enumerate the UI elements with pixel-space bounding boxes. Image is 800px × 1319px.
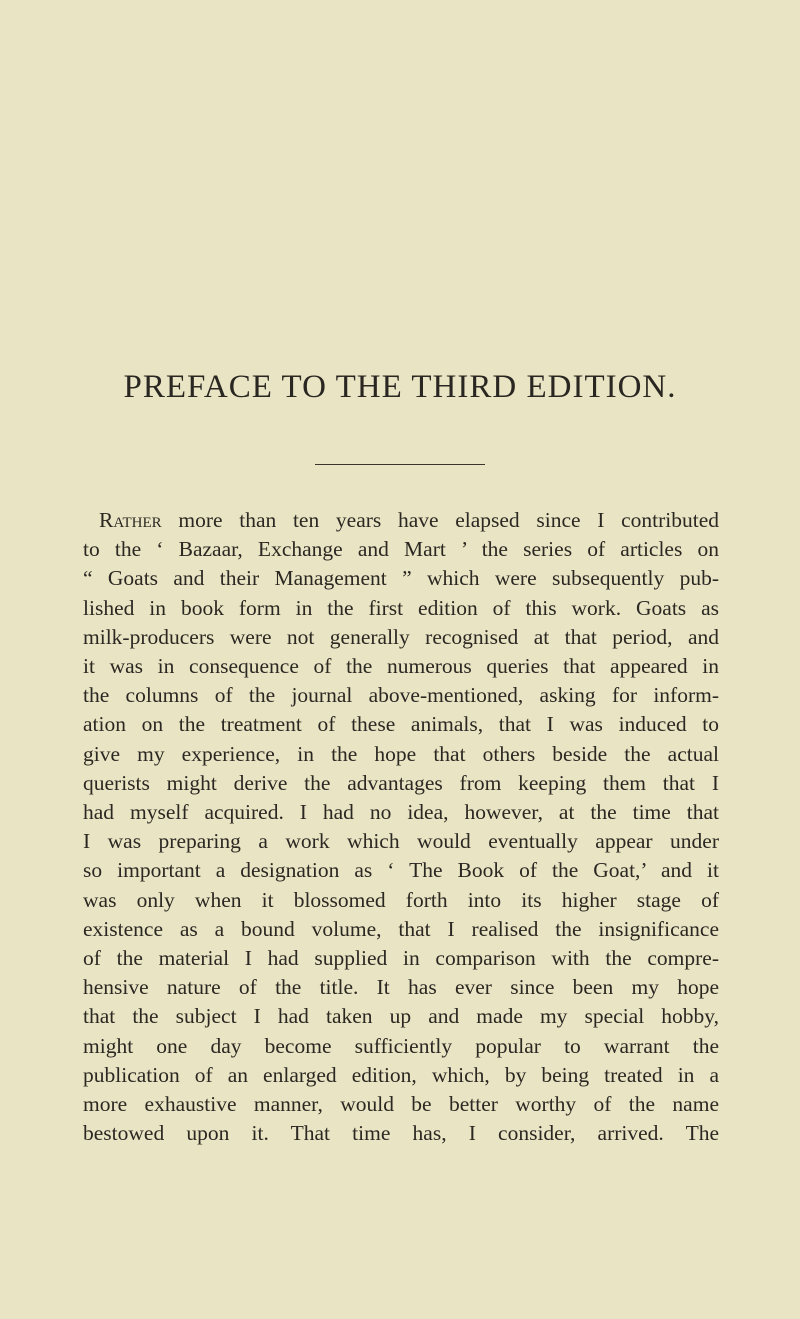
text-line: was only when it blossomed forth into its higher stage of	[83, 887, 719, 912]
title-rule-divider	[315, 464, 485, 465]
text-line: give my experience, in the hope that others beside the actual	[83, 741, 719, 766]
text-line: I was preparing a work which would eventually appear under	[83, 829, 719, 854]
text-line: bestowed upon it. That time has, I consider, arrived. The	[83, 1121, 719, 1146]
text-line: “ Goats and their Management ” which were subsequently pub-	[83, 566, 719, 591]
drop-word: Rather	[99, 508, 162, 532]
text-line: had myself acquired. I had no idea, however, at the time that	[83, 800, 719, 825]
text-line: milk-producers were not generally recognised at that period, and	[83, 624, 719, 649]
text-line: hensive nature of the title. It has ever since been my hope	[83, 975, 719, 1000]
text-line: Rather more than ten years have elapsed since I contributed	[99, 508, 719, 532]
text-line: more exhaustive manner, would be better worthy of the name	[83, 1092, 719, 1117]
text-line: might one day become sufficiently popular to warrant the	[83, 1033, 719, 1058]
text-line: that the subject I had taken up and made my special hobby,	[83, 1004, 719, 1029]
text-line: lished in book form in the first edition of this work. Goats as	[83, 595, 719, 620]
text-line: of the material I had supplied in comparison with the compre-	[83, 946, 719, 971]
page-title: PREFACE TO THE THIRD EDITION.	[123, 369, 677, 405]
text-line: to the ‘ Bazaar, Exchange and Mart ’ the series of articles on	[83, 537, 719, 562]
text-line: so important a designation as ‘ The Book of the Goat,’ and it	[83, 858, 719, 883]
text-line: the columns of the journal above-mentioned, asking for inform-	[83, 683, 719, 708]
text-line: existence as a bound volume, that I realised the insignificance	[83, 916, 719, 941]
text-line: ation on the treatment of these animals, that I was induced to	[83, 712, 719, 737]
text-line: publication of an enlarged edition, which, by being treated in a	[83, 1062, 719, 1087]
text-line: querists might derive the advantages from keeping them that I	[83, 770, 719, 795]
text-line: it was in consequence of the numerous queries that appeared in	[83, 654, 719, 679]
preface-body	[83, 506, 719, 1148]
